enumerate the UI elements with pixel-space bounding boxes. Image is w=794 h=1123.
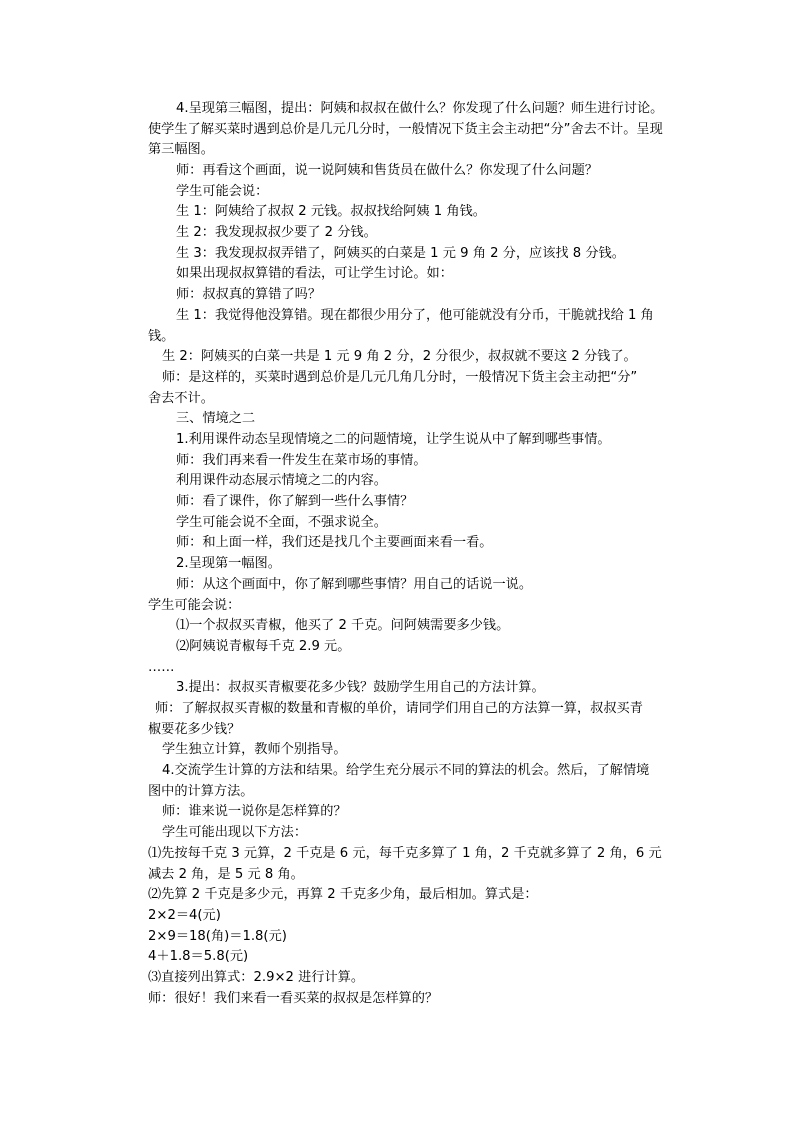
text-line: 第三幅图。 — [148, 142, 214, 157]
text-line: ⑴一个叔叔买青椒，他买了 2 千克。问阿姨需要多少钱。 — [176, 618, 510, 633]
text-line: 师：和上面一样，我们还是找几个主要画面来看一看。 — [176, 535, 493, 550]
text-line: 使学生了解买菜时遇到总价是几元几分时，一般情况下货主会主动把“分”舍去不计。呈现 — [148, 122, 663, 137]
text-line: 师：叔叔真的算错了吗？ — [176, 287, 322, 302]
text-line: ⑵阿姨说青椒每千克 2.9 元。 — [176, 639, 351, 654]
text-line: 师：是这样的，买菜时遇到总价是几元几角几分时，一般情况下货主会主动把“分” — [162, 370, 638, 385]
text-line: 学生可能会说不全面，不强求说全。 — [176, 515, 387, 530]
text-line: ⑶直接列出算式：2.9×2 进行计算。 — [148, 970, 365, 985]
formula-line: 2×2＝4(元) — [148, 908, 221, 923]
text-line: 生 1：阿姨给了叔叔 2 元钱。叔叔找给阿姨 1 角钱。 — [176, 204, 486, 219]
text-line: 利用课件动态展示情境之二的内容。 — [176, 473, 387, 488]
text-line: 3.提出：叔叔买青椒要花多少钱？鼓励学生用自己的方法计算。 — [176, 680, 545, 695]
text-line: 师：从这个画面中，你了解到哪些事情？用自己的话说一说。 — [176, 577, 533, 592]
text-line: 舍去不计。 — [148, 391, 214, 406]
text-line: 如果出现叔叔算错的看法，可让学生讨论。如： — [176, 266, 453, 281]
text-line: 减去 2 角，是 5 元 8 角。 — [148, 867, 304, 882]
text-line: 学生可能出现以下方法： — [162, 825, 308, 840]
text-line: 生 1：我觉得他没算错。现在都很少用分了，他可能就没有分币，干脆就找给 1 角 — [176, 308, 654, 323]
text-line: ⑵先算 2 千克是多少元，再算 2 千克多少角，最后相加。算式是： — [148, 887, 538, 902]
formula-line: 4＋1.8＝5.8(元) — [148, 949, 249, 964]
text-line: 生 3：我发现叔叔弄错了，阿姨买的白菜是 1 元 9 角 2 分，应该找 8 分钱。 — [176, 246, 625, 261]
text-line: 师：我们再来看一件发生在菜市场的事情。 — [176, 453, 427, 468]
text-line: 4.交流学生计算的方法和结果。给学生充分展示不同的算法的机会。然后，了解情境 — [162, 763, 650, 778]
text-line: 师：谁来说一说你是怎样算的？ — [162, 804, 347, 819]
text-line: 图中的计算方法。 — [148, 784, 254, 799]
text-line: 学生独立计算，教师个别指导。 — [162, 742, 347, 757]
text-line: 椒要花多少钱？ — [148, 722, 241, 737]
text-line: 师：再看这个画面，说一说阿姨和售货员在做什么？你发现了什么问题？ — [176, 163, 598, 178]
text-line: …… — [148, 660, 175, 675]
formula-line: 2×9＝18(角)＝1.8(元) — [148, 929, 287, 944]
text-line: 4.呈现第三幅图，提出：阿姨和叔叔在做什么？你发现了什么问题？师生进行讨论。 — [176, 101, 664, 116]
text-line: 2.呈现第一幅图。 — [176, 556, 281, 571]
text-line: ⑴先按每千克 3 元算，2 千克是 6 元，每千克多算了 1 角，2 千克就多算了 2 角，6 元 — [148, 846, 662, 861]
text-line: 1.利用课件动态呈现情境之二的问题情境，让学生说从中了解到哪些事情。 — [176, 432, 611, 447]
text-line: 生 2：我发现叔叔少要了 2 分钱。 — [176, 225, 377, 240]
text-line: 师：了解叔叔买青椒的数量和青椒的单价，请同学们用自己的方法算一算，叔叔买青 — [155, 701, 643, 716]
text-line: 师：看了课件，你了解到一些什么事情？ — [176, 494, 414, 509]
text-line: 钱。 — [148, 329, 175, 344]
text-line: 学生可能会说： — [148, 598, 241, 613]
text-line: 学生可能会说： — [176, 184, 269, 199]
text-line: 师：很好！我们来看一看买菜的叔叔是怎样算的？ — [148, 991, 439, 1006]
text-line: 生 2：阿姨买的白菜一共是 1 元 9 角 2 分，2 分很少，叔叔就不要这 2 分钱了。 — [162, 349, 637, 364]
section-heading: 三、情境之二 — [176, 411, 256, 426]
